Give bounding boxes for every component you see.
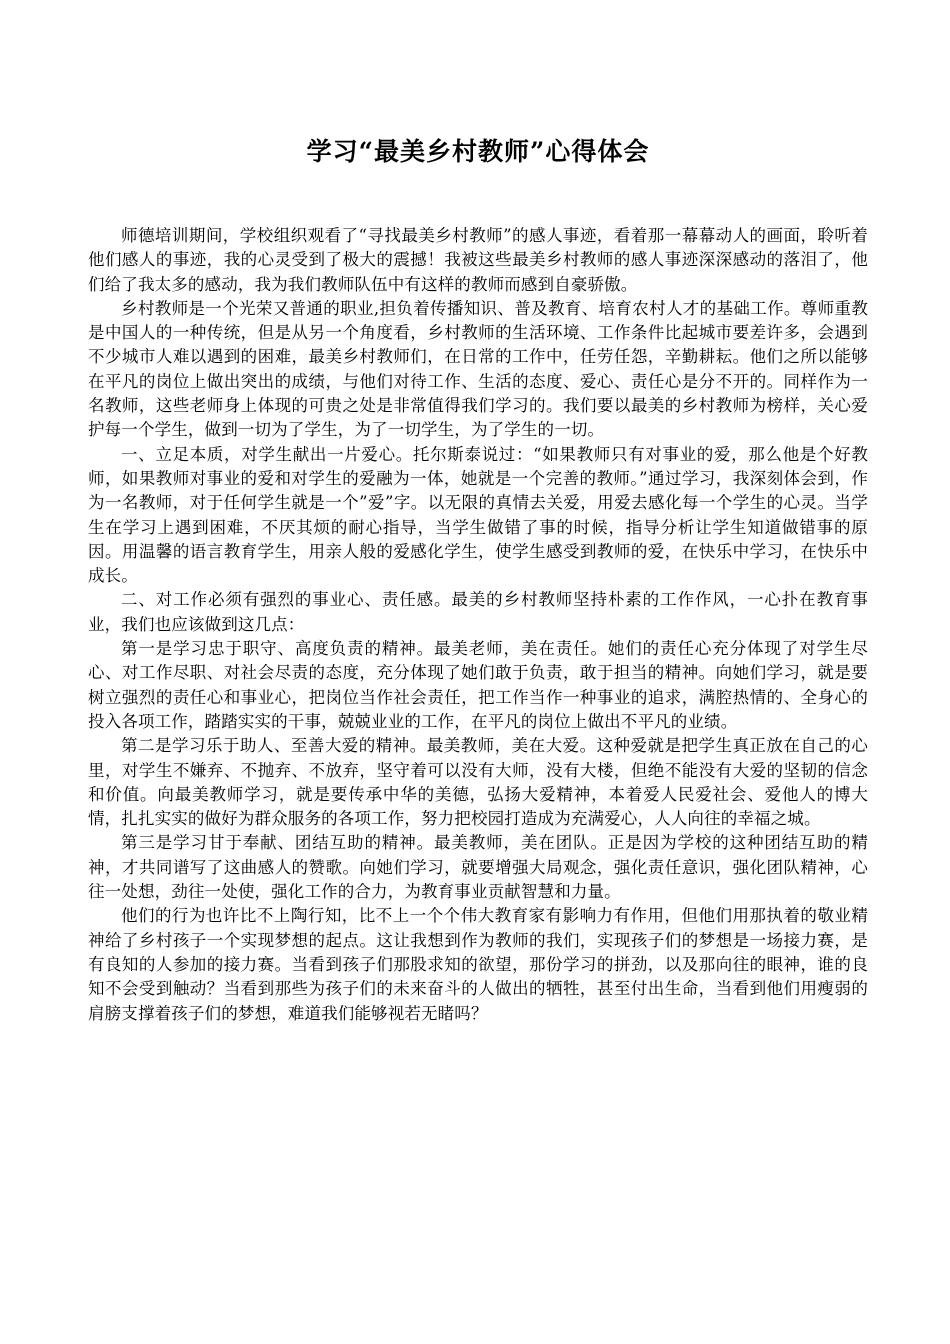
paragraph-6: 第二是学习乐于助人、至善大爱的精神。最美教师，美在大爱。这种爱就是把学生真正放在自己的心里，对学生不嫌弃、不抛弃、不放弃，坚守着可以没有大师，没有大楼，但绝不能没有大爱的坚韧的信念和价值。向最美教师学习，就是要传承中华的美德，弘扬大爱精神，本着爱人民爱社会、爱他人的博大情，扎扎实实的做好为群众服务的各项工作，努力把校园打造成为充满爱心，人人向往的幸福之城。 [88,736,868,829]
paragraph-7: 第三是学习甘于奉献、团结互助的精神。最美教师，美在团队。正是因为学校的这种团结互助的精神，才共同谱写了这曲感人的赞歌。向她们学习，就要增强大局观念，强化责任意识，强化团队精神，心往一处想，劲往一处使，强化工作的合力，为教育事业贡献智慧和力量。 [88,833,868,902]
document-page [88,128,868,1026]
paragraph-3: 一、立足本质，对学生献出一片爱心。托尔斯泰说过：“如果教师只有对事业的爱，那么他是个好教师，如果教师对事业的爱和对学生的爱融为一体，她就是一个完善的教师。”通过学习，我深刻体会到，作为一名教师，对于任何学生就是一个”爱”字。以无限的真情去关爱，用爱去感化每一个学生的心灵。当学生在学习上遇到困难，不厌其烦的耐心指导，当学生做错了事的时候，指导分析让学生知道做错事的原因。用温馨的语言教育学生，用亲人般的爱感化学生，使学生感受到教师的爱，在快乐中学习，在快乐中成长。 [88,444,868,586]
document-body [88,224,868,1026]
paragraph-1: 师德培训期间，学校组织观看了“寻找最美乡村教师”的感人事迹，看着那一幕幕动人的画面，聆听着他们感人的事迹，我的心灵受到了极大的震撼！我被这些最美乡村教师的感人事迹深深感动的落泪了，他们给了我太多的感动，我为我们教师队伍中有这样的教师而感到自豪骄傲。 [88,226,868,294]
paragraph-8: 他们的行为也许比不上陶行知，比不上一个个伟大教育家有影响力有作用，但他们用那执着的敬业精神给了乡村孩子一个实现梦想的起点。这让我想到作为教师的我们，实现孩子们的梦想是一场接力赛，是有良知的人参加的接力赛。当看到孩子们那股求知的欲望，那份学习的拼劲，以及那向往的眼神，谁的良知不会受到触动？当看到那些为孩子们的未来奋斗的人做出的牺牲，甚至付出生命，当看到他们用瘦弱的肩膀支撑着孩子们的梦想，难道我们能够视若无睹吗？ [88,906,868,1023]
document-title: 学习“最美乡村教师”心得体会 [306,137,650,166]
paragraph-2: 乡村教师是一个光荣又普通的职业,担负着传播知识、普及教育、培育农村人才的基础工作。尊师重教是中国人的一种传统，但是从另一个角度看，乡村教师的生活环境、工作条件比起城市要差许多，会遇到不少城市人难以遇到的困难，最美乡村教师们，在日常的工作中，任劳任怨，辛勤耕耘。他们之所以能够在平凡的岗位上做出突出的成绩，与他们对待工作、生活的态度、爱心、责任心是分不开的。同样作为一名教师，这些老师身上体现的可贵之处是非常值得我们学习的。我们要以最美的乡村教师为榜样，关心爱护每一个学生，做到一切为了学生，为了一切学生，为了学生的一切。 [88,298,868,440]
paragraph-5: 第一是学习忠于职守、高度负责的精神。最美老师，美在责任。她们的责任心充分体现了对学生尽心、对工作尽职、对社会尽责的态度，充分体现了她们敢于负责，敢于担当的精神。向她们学习，就是要树立强烈的责任心和事业心，把岗位当作社会责任，把工作当作一种事业的追求，满腔热情的、全身心的投入各项工作，踏踏实实的干事，兢兢业业的工作，在平凡的岗位上做出不平凡的业绩。 [88,639,868,731]
paragraph-4: 二、对工作必须有强烈的事业心、责任感。最美的乡村教师坚持朴素的工作作风，一心扑在教育事业，我们也应该做到这几点： [88,590,868,634]
